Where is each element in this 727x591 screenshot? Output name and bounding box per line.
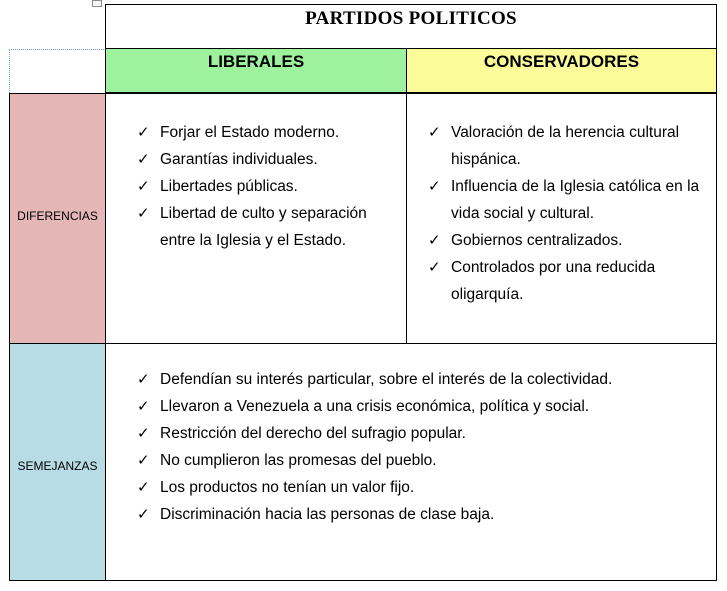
list-item: ✓ Influencia de la Iglesia católica en la vida social y cultural. xyxy=(428,173,714,227)
list-item: ✓ Gobiernos centralizados. xyxy=(428,227,714,254)
semejanzas-list xyxy=(137,366,712,528)
check-icon: ✓ xyxy=(137,124,150,141)
list-item: ✓ No cumplieron las promesas del pueblo. xyxy=(137,447,712,474)
check-icon: ✓ xyxy=(137,425,150,442)
row-label-diferencias xyxy=(9,93,106,344)
header-liberales-label: LIBERALES xyxy=(207,52,305,71)
check-icon: ✓ xyxy=(137,452,150,469)
list-item: ✓ Llevaron a Venezuela a una crisis económica, política y social. xyxy=(137,393,712,420)
list-item: ✓ Controlados por una reducida oligarquía. xyxy=(428,254,714,308)
header-conservadores-label: CONSERVADORES xyxy=(483,52,640,71)
check-icon: ✓ xyxy=(137,371,150,388)
list-item: ✓ Garantías individuales. xyxy=(137,146,402,173)
header-conservadores xyxy=(406,48,717,93)
check-icon: ✓ xyxy=(428,232,441,249)
table-title: PARTIDOS POLITICOS xyxy=(305,8,517,29)
list-item: ✓ Restricción del derecho del sufragio popular. xyxy=(137,420,712,447)
semejanzas-label: SEMEJANZAS xyxy=(17,459,98,473)
check-icon: ✓ xyxy=(428,178,441,195)
check-icon: ✓ xyxy=(428,124,441,141)
semejanzas-cell xyxy=(105,343,717,581)
table-title-cell xyxy=(105,4,717,49)
list-item: ✓ Libertades públicas. xyxy=(137,173,402,200)
check-icon: ✓ xyxy=(137,178,150,195)
check-icon: ✓ xyxy=(428,259,441,276)
list-item: ✓ Defendían su interés particular, sobre el interés de la colectividad. xyxy=(137,366,712,393)
check-icon: ✓ xyxy=(137,398,150,415)
check-icon: ✓ xyxy=(137,151,150,168)
list-item: ✓ Discriminación hacia las personas de clase baja. xyxy=(137,501,712,528)
header-liberales xyxy=(105,48,407,93)
list-item: ✓ Forjar el Estado moderno. xyxy=(137,119,402,146)
list-item: ✓ Valoración de la herencia cultural hispánica. xyxy=(428,119,714,173)
diferencias-conservadores-list xyxy=(428,119,714,308)
diferencias-label: DIFERENCIAS xyxy=(17,209,98,223)
check-icon: ✓ xyxy=(137,205,150,222)
check-icon: ✓ xyxy=(137,479,150,496)
diferencias-liberales-cell xyxy=(105,93,407,344)
row-label-semejanzas xyxy=(9,343,106,581)
empty-corner-cell xyxy=(9,49,106,93)
diferencias-liberales-list xyxy=(137,119,402,254)
list-item: ✓ Libertad de culto y separación entre la Iglesia y el Estado. xyxy=(137,200,402,254)
check-icon: ✓ xyxy=(137,506,150,523)
table-move-handle-icon[interactable] xyxy=(92,0,102,7)
list-item: ✓ Los productos no tenían un valor fijo. xyxy=(137,474,712,501)
diferencias-conservadores-cell xyxy=(406,93,717,344)
